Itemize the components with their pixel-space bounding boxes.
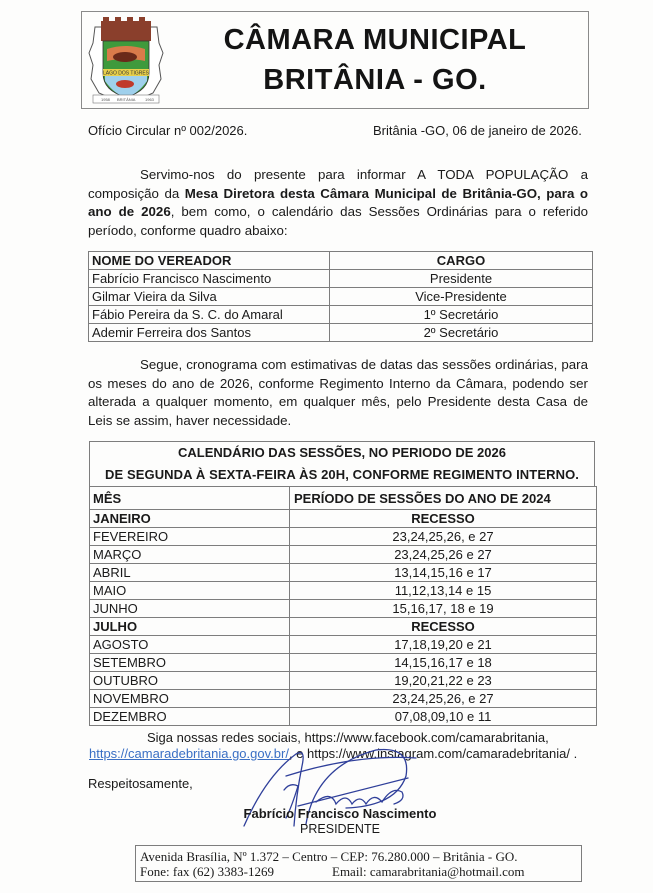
column-header-role: CARGO bbox=[330, 252, 593, 270]
table-row bbox=[90, 546, 597, 564]
intro-text-bold: Mesa Diretora desta Câmara Municipal de Britânia-GO, para o ano de 2026 bbox=[88, 185, 588, 219]
intro-text-1: Servimo-nos do presente para informar A TODA POPULAÇÃO a composição da bbox=[88, 167, 588, 201]
session-dates-cell: RECESSO bbox=[290, 618, 597, 636]
logo-text: LAGO DOS TIGRES bbox=[102, 70, 150, 77]
member-name: Ademir Ferreira dos Santos bbox=[89, 324, 330, 342]
table-row bbox=[90, 510, 597, 528]
table-row bbox=[90, 528, 597, 546]
member-role: 1º Secretário bbox=[330, 306, 593, 324]
letter-reference: Ofício Circular nº 002/2026. bbox=[88, 123, 248, 138]
table-row bbox=[90, 672, 597, 690]
month-cell: MARÇO bbox=[90, 546, 290, 564]
table-row bbox=[90, 564, 597, 582]
table-row bbox=[90, 690, 597, 708]
month-cell: OUTUBRO bbox=[90, 672, 290, 690]
month-cell: SETEMBRO bbox=[90, 654, 290, 672]
closing-greeting: Respeitosamente, bbox=[88, 776, 193, 791]
table-row bbox=[90, 654, 597, 672]
social-media-line: Siga nossas redes sociais, https://www.facebook.com/camarabritania, bbox=[147, 730, 549, 745]
session-dates-cell: 19,20,21,22 e 23 bbox=[290, 672, 597, 690]
month-cell: JULHO bbox=[90, 618, 290, 636]
table-row bbox=[90, 708, 597, 726]
member-name: Fabrício Francisco Nascimento bbox=[89, 270, 330, 288]
month-cell: DEZEMBRO bbox=[90, 708, 290, 726]
session-dates-cell: 23,24,25,26, e 27 bbox=[290, 528, 597, 546]
instagram-text: , e https://www.instagram.com/camaradebritania/ . bbox=[288, 746, 578, 761]
month-cell: JUNHO bbox=[90, 600, 290, 618]
member-role: Presidente bbox=[330, 270, 593, 288]
footer-contact-box bbox=[135, 845, 582, 882]
signer-name: Fabrício Francisco Nascimento bbox=[243, 806, 437, 821]
logo-year-right: 1963 bbox=[145, 97, 154, 102]
intro-text-2: , bem como, o calendário das Sessões Ordinárias para o referido período, conforme quadro abaixo: bbox=[88, 204, 588, 238]
month-cell: AGOSTO bbox=[90, 636, 290, 654]
column-header-period: PERÍODO DE SESSÕES DO ANO DE 2024 bbox=[290, 487, 597, 510]
footer-address: Avenida Brasília, Nº 1.372 – Centro – CEP: 76.280.000 – Britânia - GO. bbox=[140, 849, 518, 864]
calendar-subtitle: DE SEGUNDA À SEXTA-FEIRA ÀS 20H, CONFORME REGIMENTO INTERNO. bbox=[104, 467, 580, 482]
session-dates-cell: 14,15,16,17 e 18 bbox=[290, 654, 597, 672]
website-link[interactable]: https://camaradebritania.go.gov.br/ bbox=[89, 746, 289, 761]
session-dates-cell: 23,24,25,26, e 27 bbox=[290, 690, 597, 708]
intro-paragraph bbox=[88, 166, 588, 240]
sessions-calendar-table bbox=[89, 486, 597, 726]
calendar-title: CALENDÁRIO DAS SESSÕES, NO PERIODO DE 2026 bbox=[178, 445, 506, 460]
board-members-table bbox=[88, 251, 593, 342]
session-dates-cell: 13,14,15,16 e 17 bbox=[290, 564, 597, 582]
logo-ribbon: BRITÂNIA bbox=[117, 97, 136, 102]
table-row bbox=[89, 288, 593, 306]
table-header-row bbox=[90, 487, 597, 510]
institution-title: CÂMARA MUNICIPAL bbox=[223, 24, 527, 56]
session-dates-cell: 23,24,25,26 e 27 bbox=[290, 546, 597, 564]
schedule-paragraph bbox=[88, 356, 588, 430]
session-dates-cell: 15,16,17, 18 e 19 bbox=[290, 600, 597, 618]
table-row bbox=[90, 636, 597, 654]
member-name: Fábio Pereira da S. C. do Amaral bbox=[89, 306, 330, 324]
logo-year-left: 1958 bbox=[101, 97, 110, 102]
member-role: Vice-Presidente bbox=[330, 288, 593, 306]
member-name: Gilmar Vieira da Silva bbox=[89, 288, 330, 306]
table-row bbox=[90, 618, 597, 636]
month-cell: JANEIRO bbox=[90, 510, 290, 528]
signer-role: PRESIDENTE bbox=[300, 822, 380, 836]
session-dates-cell: RECESSO bbox=[290, 510, 597, 528]
municipal-coat-of-arms-logo bbox=[87, 13, 165, 107]
session-dates-cell: 17,18,19,20 e 21 bbox=[290, 636, 597, 654]
footer-phone: Fone: fax (62) 3383-1269 bbox=[140, 864, 274, 879]
institution-location: BRITÂNIA - GO. bbox=[263, 64, 487, 96]
month-cell: NOVEMBRO bbox=[90, 690, 290, 708]
schedule-text: Segue, cronograma com estimativas de datas das sessões ordinárias, para os meses do ano de 2026, conforme Regimento Interno da Câmara, podendo ser alterada a qualquer momento, em qualquer mês, pelo Presidente desta Casa de Leis se assim, haver necessidade. bbox=[88, 357, 588, 428]
letter-place-date: Britânia -GO, 06 de janeiro de 2026. bbox=[373, 123, 582, 138]
table-row bbox=[90, 582, 597, 600]
column-header-name: NOME DO VEREADOR bbox=[89, 252, 330, 270]
month-cell: MAIO bbox=[90, 582, 290, 600]
footer-email: Email: camarabritania@hotmail.com bbox=[332, 864, 525, 879]
table-row bbox=[89, 324, 593, 342]
letterhead bbox=[81, 11, 589, 109]
table-header-row bbox=[89, 252, 593, 270]
month-cell: ABRIL bbox=[90, 564, 290, 582]
table-row bbox=[90, 600, 597, 618]
table-row bbox=[89, 306, 593, 324]
table-row bbox=[89, 270, 593, 288]
month-cell: FEVEREIRO bbox=[90, 528, 290, 546]
session-dates-cell: 07,08,09,10 e 11 bbox=[290, 708, 597, 726]
session-dates-cell: 11,12,13,14 e 15 bbox=[290, 582, 597, 600]
column-header-month: MÊS bbox=[90, 487, 290, 510]
member-role: 2º Secretário bbox=[330, 324, 593, 342]
calendar-title-box bbox=[89, 441, 595, 487]
